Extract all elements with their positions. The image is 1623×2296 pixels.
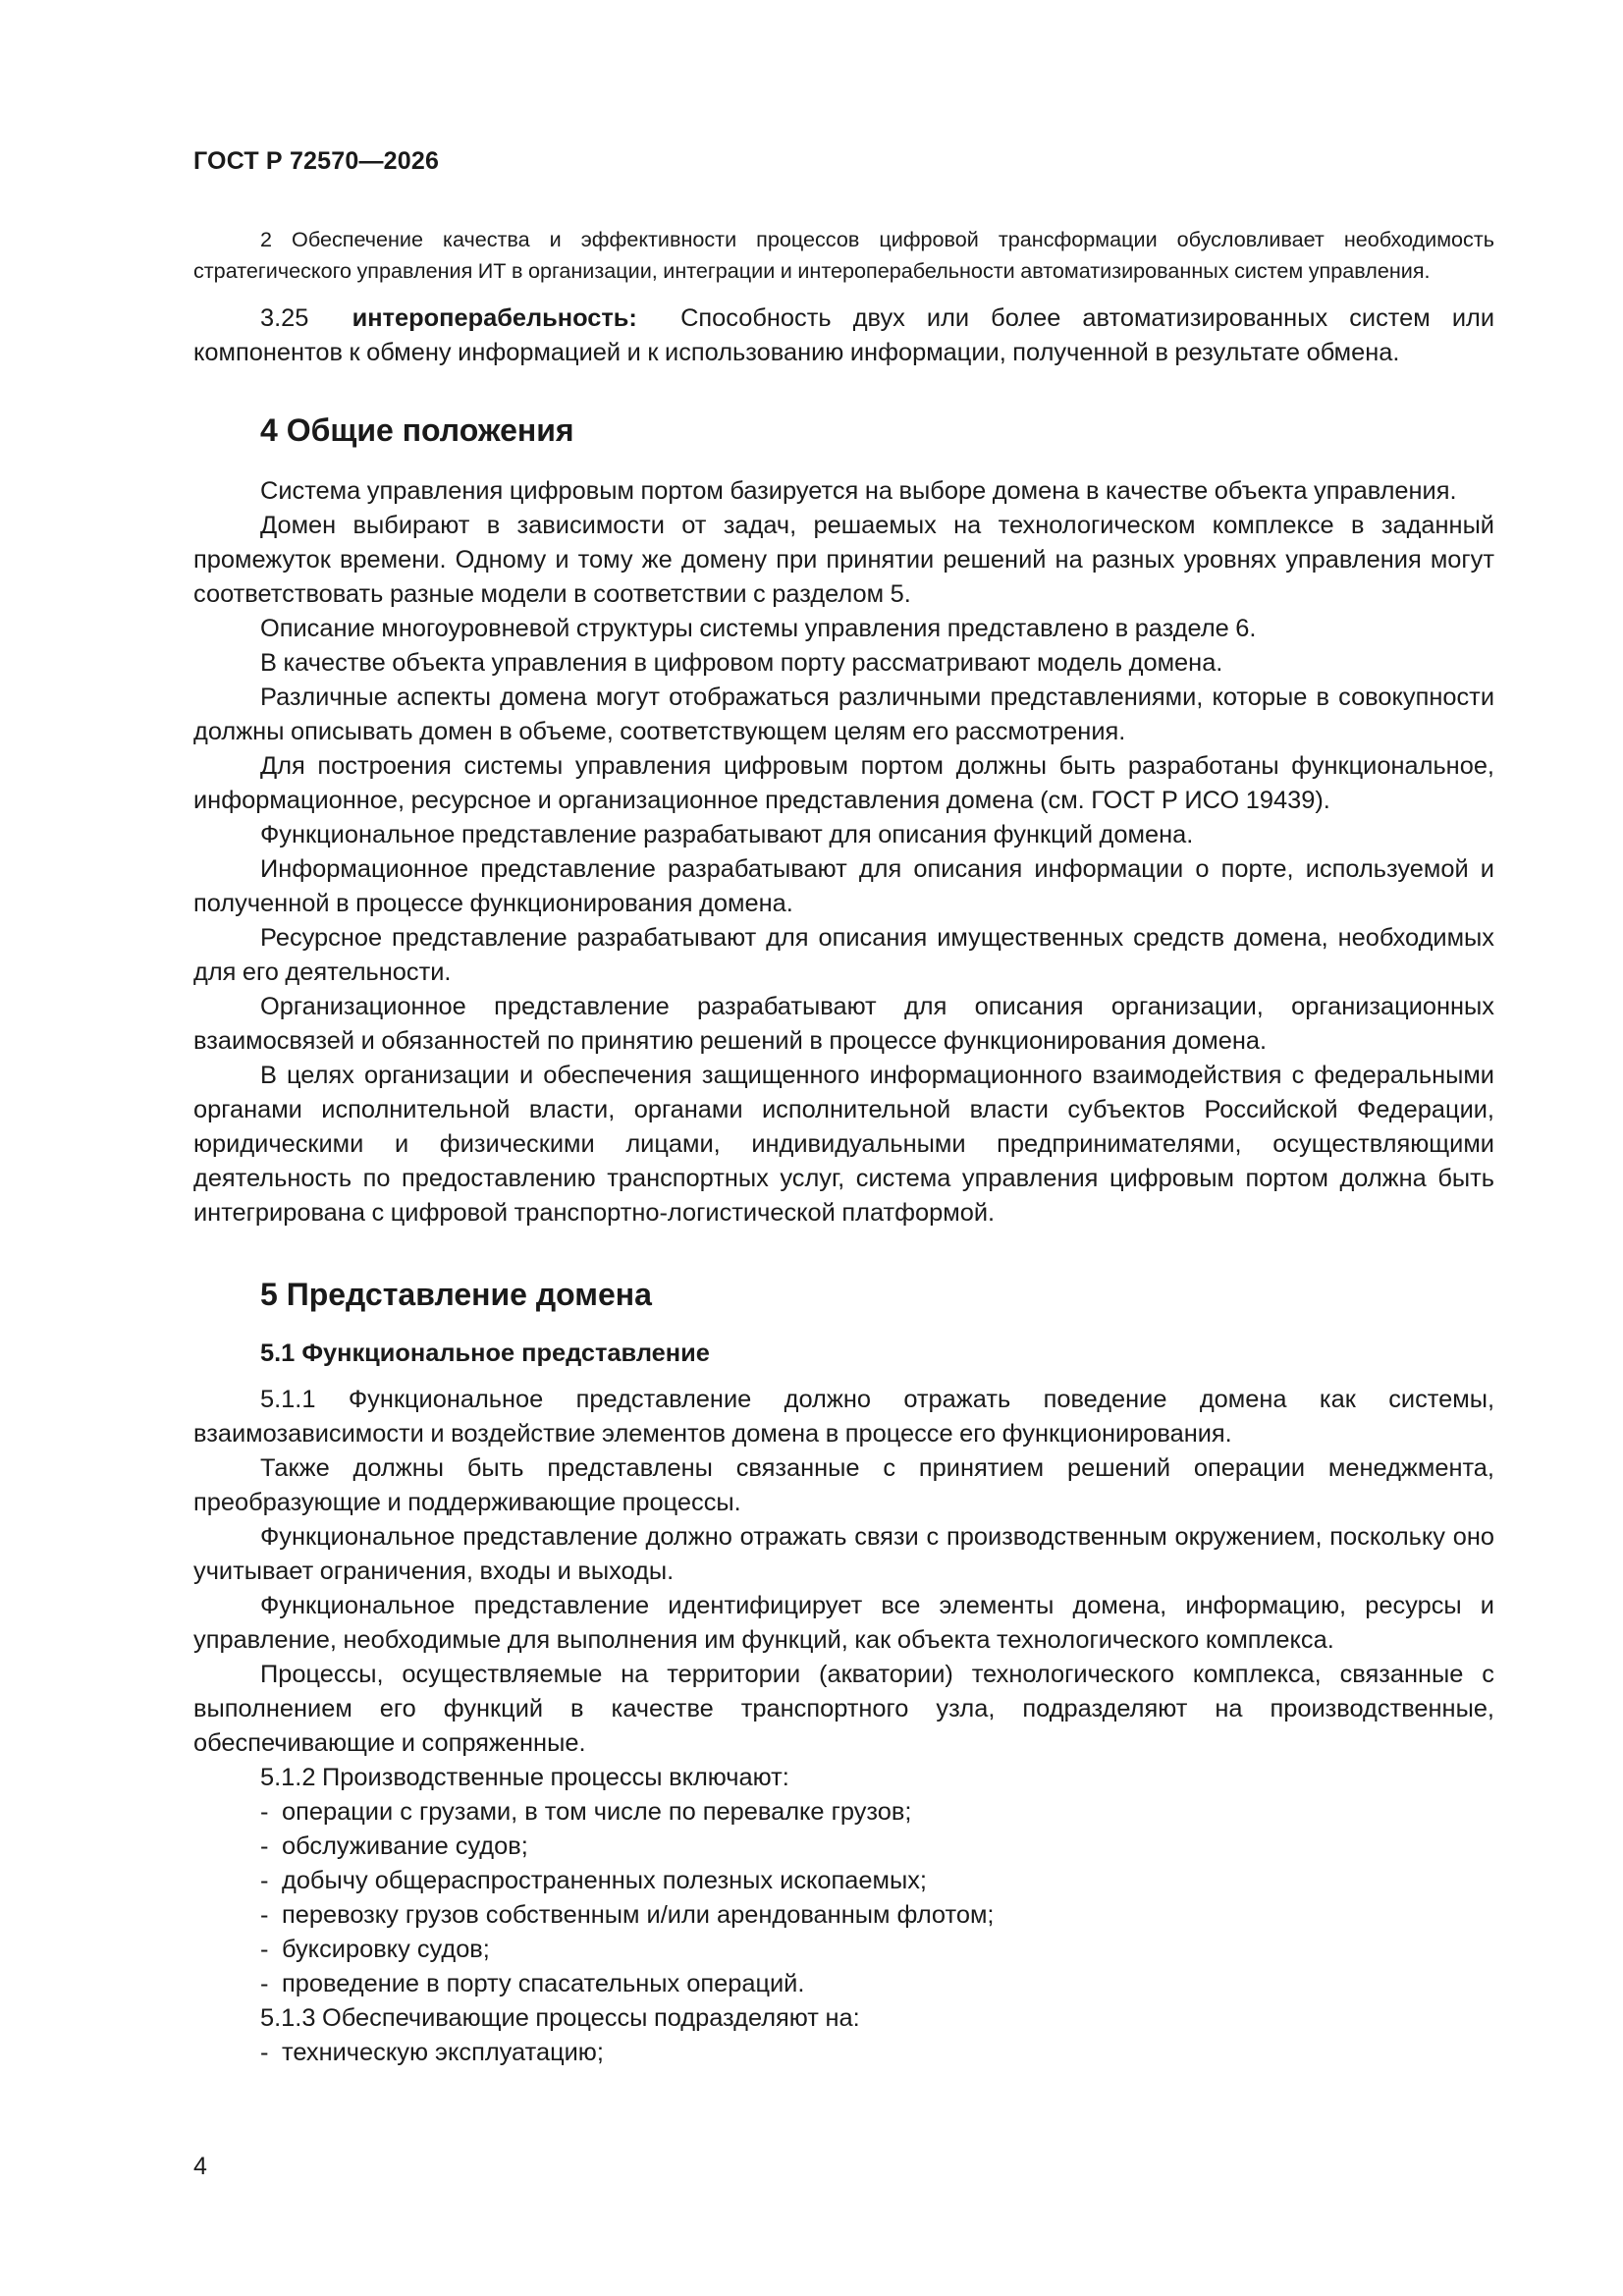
- subsection-5-1-title: 5.1 Функциональное представление: [260, 1339, 710, 1367]
- section-4-paragraph: Система управления цифровым портом базируется на выборе домена в качестве объекта управления.: [260, 477, 1457, 505]
- section-4-paragraph: Различные аспекты домена могут отображаться различными представлениями, которые в совокупности должны описывать домен в объеме, соответствующем целям его рассмотрения.: [193, 683, 1494, 745]
- section-4-paragraph: Организационное представление разрабатывают для описания организации, организационных взаимосвязей и обязанностей по принятию решений в процессе функционирования домена.: [193, 993, 1494, 1055]
- subsection-5-1-paragraph: Процессы, осуществляемые на территории (акватории) технологического комплекса, связанные с выполнением его функций в качестве транспортного узла, подразделяют на производственные, обеспечивающие и сопряженные.: [193, 1661, 1494, 1757]
- list-dash: -: [260, 1901, 269, 1929]
- list-item: [260, 1830, 1494, 1864]
- section-4-paragraph: Информационное представление разрабатывают для описания информации о порте, используемой и полученной в процессе функционирования домена.: [193, 855, 1494, 917]
- section-4-title: 4 Общие положения: [260, 412, 574, 448]
- clause-5-1-3-intro: 5.1.3 Обеспечивающие процессы подразделяют на:: [260, 2004, 860, 2032]
- list-item: [260, 1898, 1494, 1933]
- list-item-text: техническую эксплуатацию;: [282, 2039, 604, 2066]
- list-dash: -: [260, 1798, 269, 1826]
- section-4-paragraph: Для построения системы управления цифровым портом должны быть разработаны функциональное, информационное, ресурсное и организационное представления домена (см. ГОСТ Р ИСО 19439).: [193, 752, 1494, 814]
- list-dash: -: [260, 1970, 269, 1997]
- subsection-5-1-paragraph: Функциональное представление должно отражать связи с производственным окружением, поскольку оно учитывает ограничения, входы и выходы.: [193, 1523, 1494, 1585]
- list-dash: -: [260, 1936, 269, 1963]
- list-dash: -: [260, 1832, 269, 1860]
- list-item-text: обслуживание судов;: [282, 1832, 528, 1860]
- document-code-header: ГОСТ Р 72570—2026: [193, 147, 440, 175]
- section-4-paragraph: В целях организации и обеспечения защищенного информационного взаимодействия с федеральными органами исполнительной власти, органами исполнительной власти субъектов Российской Федерации, юридическими и физическими лицами, индивидуальными предпринимателями, осуществляющими деятельность по предоставлению транспортных услуг, система управления цифровым портом должна быть интегрирована с цифровой транспортно-логистической платформой.: [193, 1062, 1494, 1227]
- list-item: [260, 1864, 1494, 1898]
- subsection-5-1-paragraph: Функциональное представление идентифицирует все элементы домена, информацию, ресурсы и управление, необходимые для выполнения им функций, как объекта технологического комплекса.: [193, 1592, 1494, 1654]
- term-name: интероперабельность:: [352, 304, 637, 332]
- list-item: [260, 1795, 1494, 1830]
- subsection-5-1-paragraph: 5.1.1 Функциональное представление должно отражать поведение домена как системы, взаимозависимости и воздействие элементов домена в процессе его функционирования.: [193, 1386, 1494, 1448]
- section-4-paragraph: Описание многоуровневой структуры системы управления представлено в разделе 6.: [260, 615, 1257, 642]
- page-number: 4: [193, 2153, 207, 2180]
- list-item-text: буксировку судов;: [282, 1936, 490, 1963]
- list-item-text: добычу общераспространенных полезных ископаемых;: [282, 1867, 927, 1894]
- term-number: 3.25: [260, 304, 309, 332]
- list-item: [260, 1967, 1494, 2001]
- subsection-5-1-paragraph: Также должны быть представлены связанные с принятием решений операции менеджмента, преобразующие и поддерживающие процессы.: [193, 1454, 1494, 1516]
- note-2: 2 Обеспечение качества и эффективности процессов цифровой трансформации обусловливает необходимость стратегического управления ИТ в организации, интеграции и интероперабельности автоматизированных систем управления.: [193, 227, 1494, 283]
- list-item-text: проведение в порту спасательных операций.: [282, 1970, 805, 1997]
- list-item: [260, 1933, 1494, 1967]
- list-item: [260, 2036, 1494, 2070]
- list-item-text: операции с грузами, в том числе по перевалке грузов;: [282, 1798, 912, 1826]
- production-process-list: [193, 1795, 1494, 2001]
- section-4-paragraph: Домен выбирают в зависимости от задач, решаемых на технологическом комплексе в заданный промежуток времени. Одному и тому же домену при принятии решений на разных уровнях управления могут соответствовать разные модели в соответствии с разделом 5.: [193, 512, 1494, 608]
- section-4-paragraph: Ресурсное представление разрабатывают для описания имущественных средств домена, необходимых для его деятельности.: [193, 924, 1494, 986]
- list-dash: -: [260, 2039, 269, 2066]
- list-dash: -: [260, 1867, 269, 1894]
- support-process-list: [193, 2036, 1494, 2070]
- section-4-paragraph: Функциональное представление разрабатывают для описания функций домена.: [260, 821, 1194, 848]
- term-definition: Способность двух или более автоматизированных систем или компонентов к обмену информацией и к использованию информации, полученной в результате обмена.: [193, 304, 1494, 366]
- page-content: [193, 224, 1494, 2070]
- section-4-paragraph: В качестве объекта управления в цифровом порту рассматривают модель домена.: [260, 649, 1223, 677]
- term-3-25: [193, 301, 1494, 370]
- clause-5-1-2-intro: 5.1.2 Производственные процессы включают:: [260, 1764, 789, 1791]
- section-5-title: 5 Представление домена: [260, 1277, 652, 1312]
- list-item-text: перевозку грузов собственным и/или арендованным флотом;: [282, 1901, 995, 1929]
